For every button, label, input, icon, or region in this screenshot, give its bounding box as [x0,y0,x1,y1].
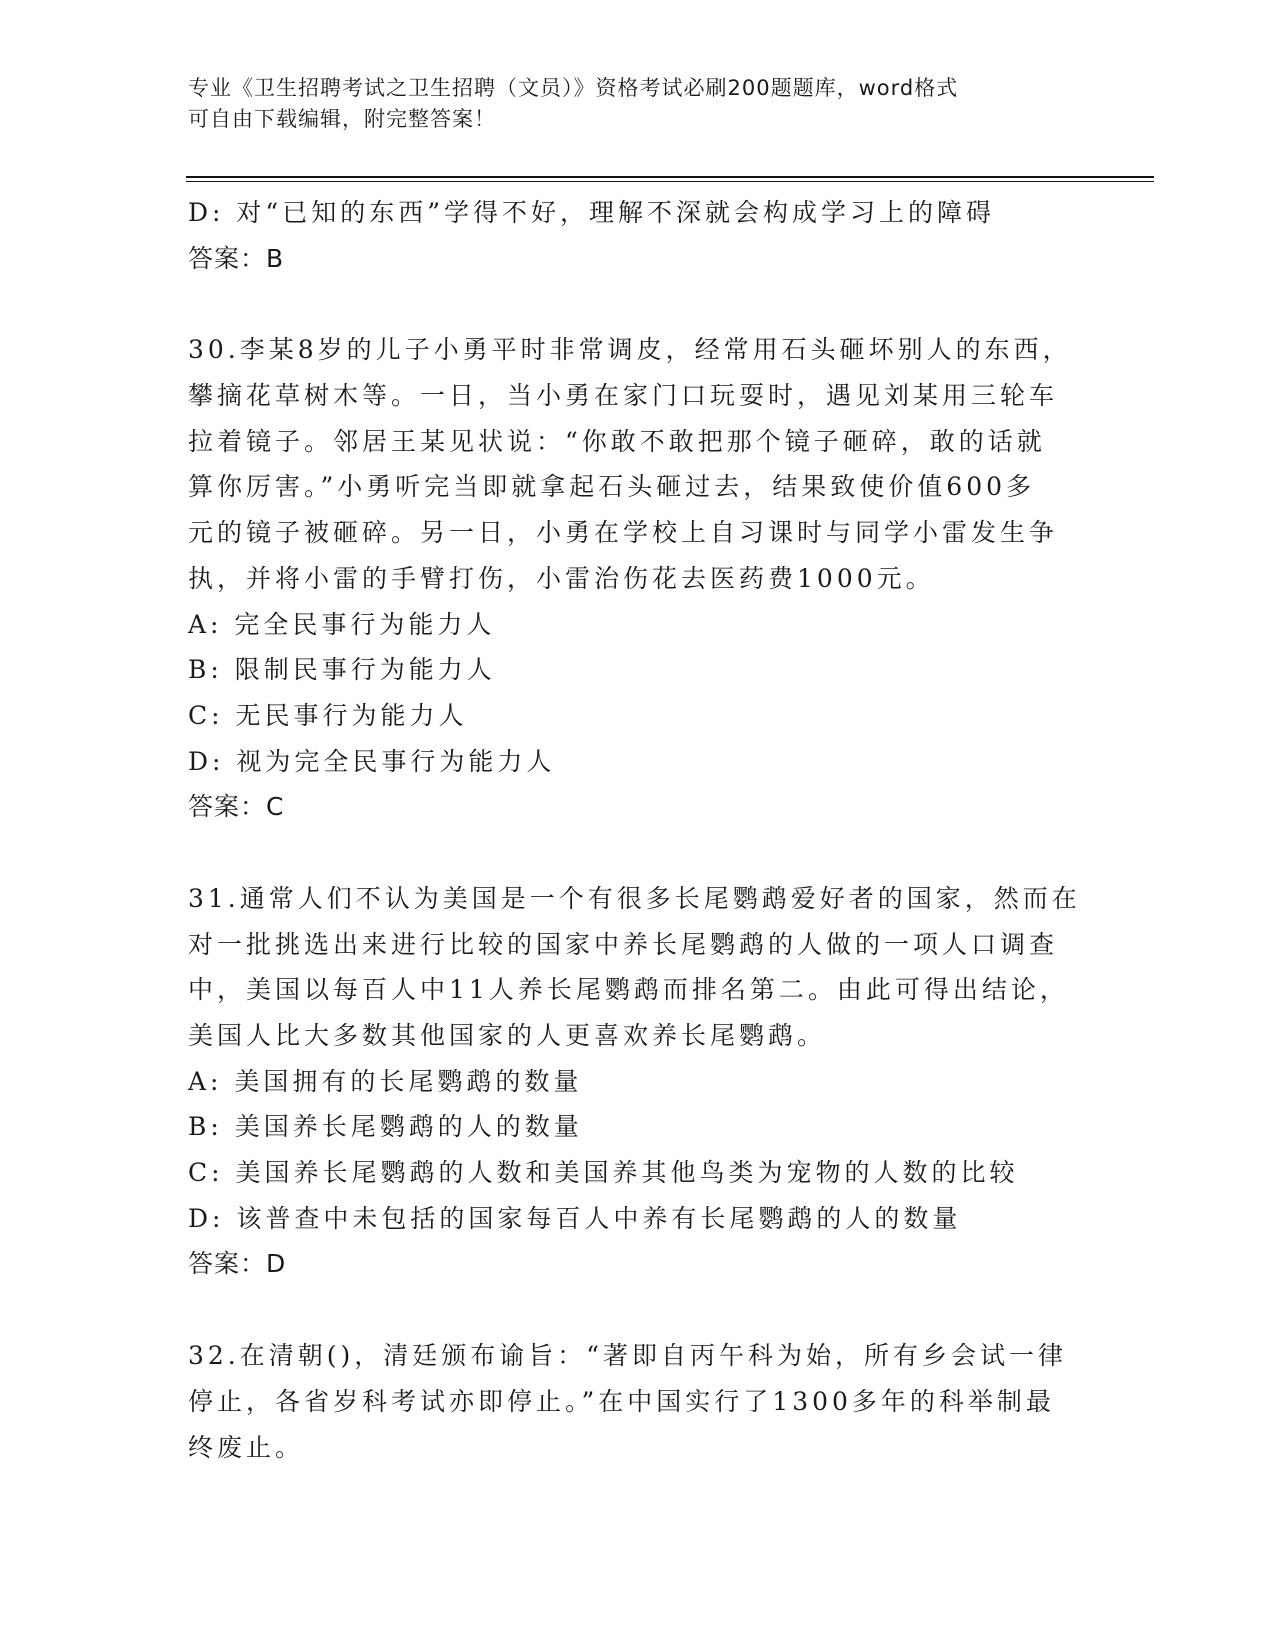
q31-stem-line: 对一批挑选出来进行比较的国家中养长尾鹦鹉的人做的一项人口调查 [188,929,1059,959]
question-32 [188,1333,1088,1470]
question-30 [188,327,1088,830]
q32-stem-line: 32.在清朝()，清廷颁布谕旨：“著即自丙午科为始，所有乡会试一律 [188,1341,1068,1371]
header-rule-thick [186,176,1154,178]
q31-option-a: A: 美国拥有的长尾鹦鹉的数量 [188,1066,583,1096]
q31-stem-line: 美国人比大多数其他国家的人更喜欢养长尾鹦鹉。 [188,1021,827,1050]
header-line-1: 专业《卫生招聘考试之卫生招聘（文员）》资格考试必刷200题题库，word格式 [188,76,959,100]
q30-stem-line: 元的镜子被砸碎。另一日，小勇在学校上自习课时与同学小雷发生争 [188,518,1059,548]
q29-option-d: D: 对“已知的东西”学得不好，理解不深就会构成学习上的障碍 [188,198,995,227]
q31-option-d: D: 该普查中未包括的国家每百人中养有长尾鹦鹉的人的数量 [188,1203,962,1233]
header-rule-thin [186,181,1154,182]
document-body [188,190,1088,1470]
q30-stem-line: 算你厉害。”小勇听完当即就拿起石头砸过去，结果致使价值600多 [188,472,1036,502]
q30-option-d: D: 视为完全民事行为能力人 [188,746,556,776]
header-line-2: 可自由下载编辑，附完整答案！ [188,107,496,131]
q31-answer: 答案：D [188,1249,287,1279]
question-31 [188,876,1088,1287]
q32-stem-line: 终废止。 [188,1432,305,1462]
page-header [188,73,1088,135]
q29-answer: 答案：B [188,243,285,273]
q30-option-c: C: 无民事行为能力人 [188,700,468,730]
q30-stem-line: 拉着镜子。邻居王某见状说：“你敢不敢把那个镜子砸碎，敢的话就 [188,426,1046,456]
q31-stem-line: 31.通常人们不认为美国是一个有很多长尾鹦鹉爱好者的国家，然而在 [188,883,1081,913]
q32-stem-line: 停止，各省岁科考试亦即停止。”在中国实行了1300多年的科举制最 [188,1386,1055,1416]
q31-stem-line: 中，美国以每百人中11人养长尾鹦鹉而排名第二。由此可得出结论， [188,975,1069,1005]
q30-answer: 答案：C [188,792,285,822]
q30-stem-line: 执，并将小雷的手臂打伤，小雷治伤花去医药费1000元。 [188,563,935,593]
q30-option-b: B: 限制民事行为能力人 [188,655,496,685]
q30-stem-line: 30.李某8岁的儿子小勇平时非常调皮，经常用石头砸坏别人的东西， [188,335,1072,365]
q31-option-b: B: 美国养长尾鹦鹉的人的数量 [188,1112,583,1142]
q31-option-c: C: 美国养长尾鹦鹉的人数和美国养其他鸟类为宠物的人数的比较 [188,1158,1019,1188]
q30-stem-line: 攀摘花草树木等。一日，当小勇在家门口玩耍时，遇见刘某用三轮车 [188,381,1059,411]
q30-option-a: A: 完全民事行为能力人 [188,609,496,639]
